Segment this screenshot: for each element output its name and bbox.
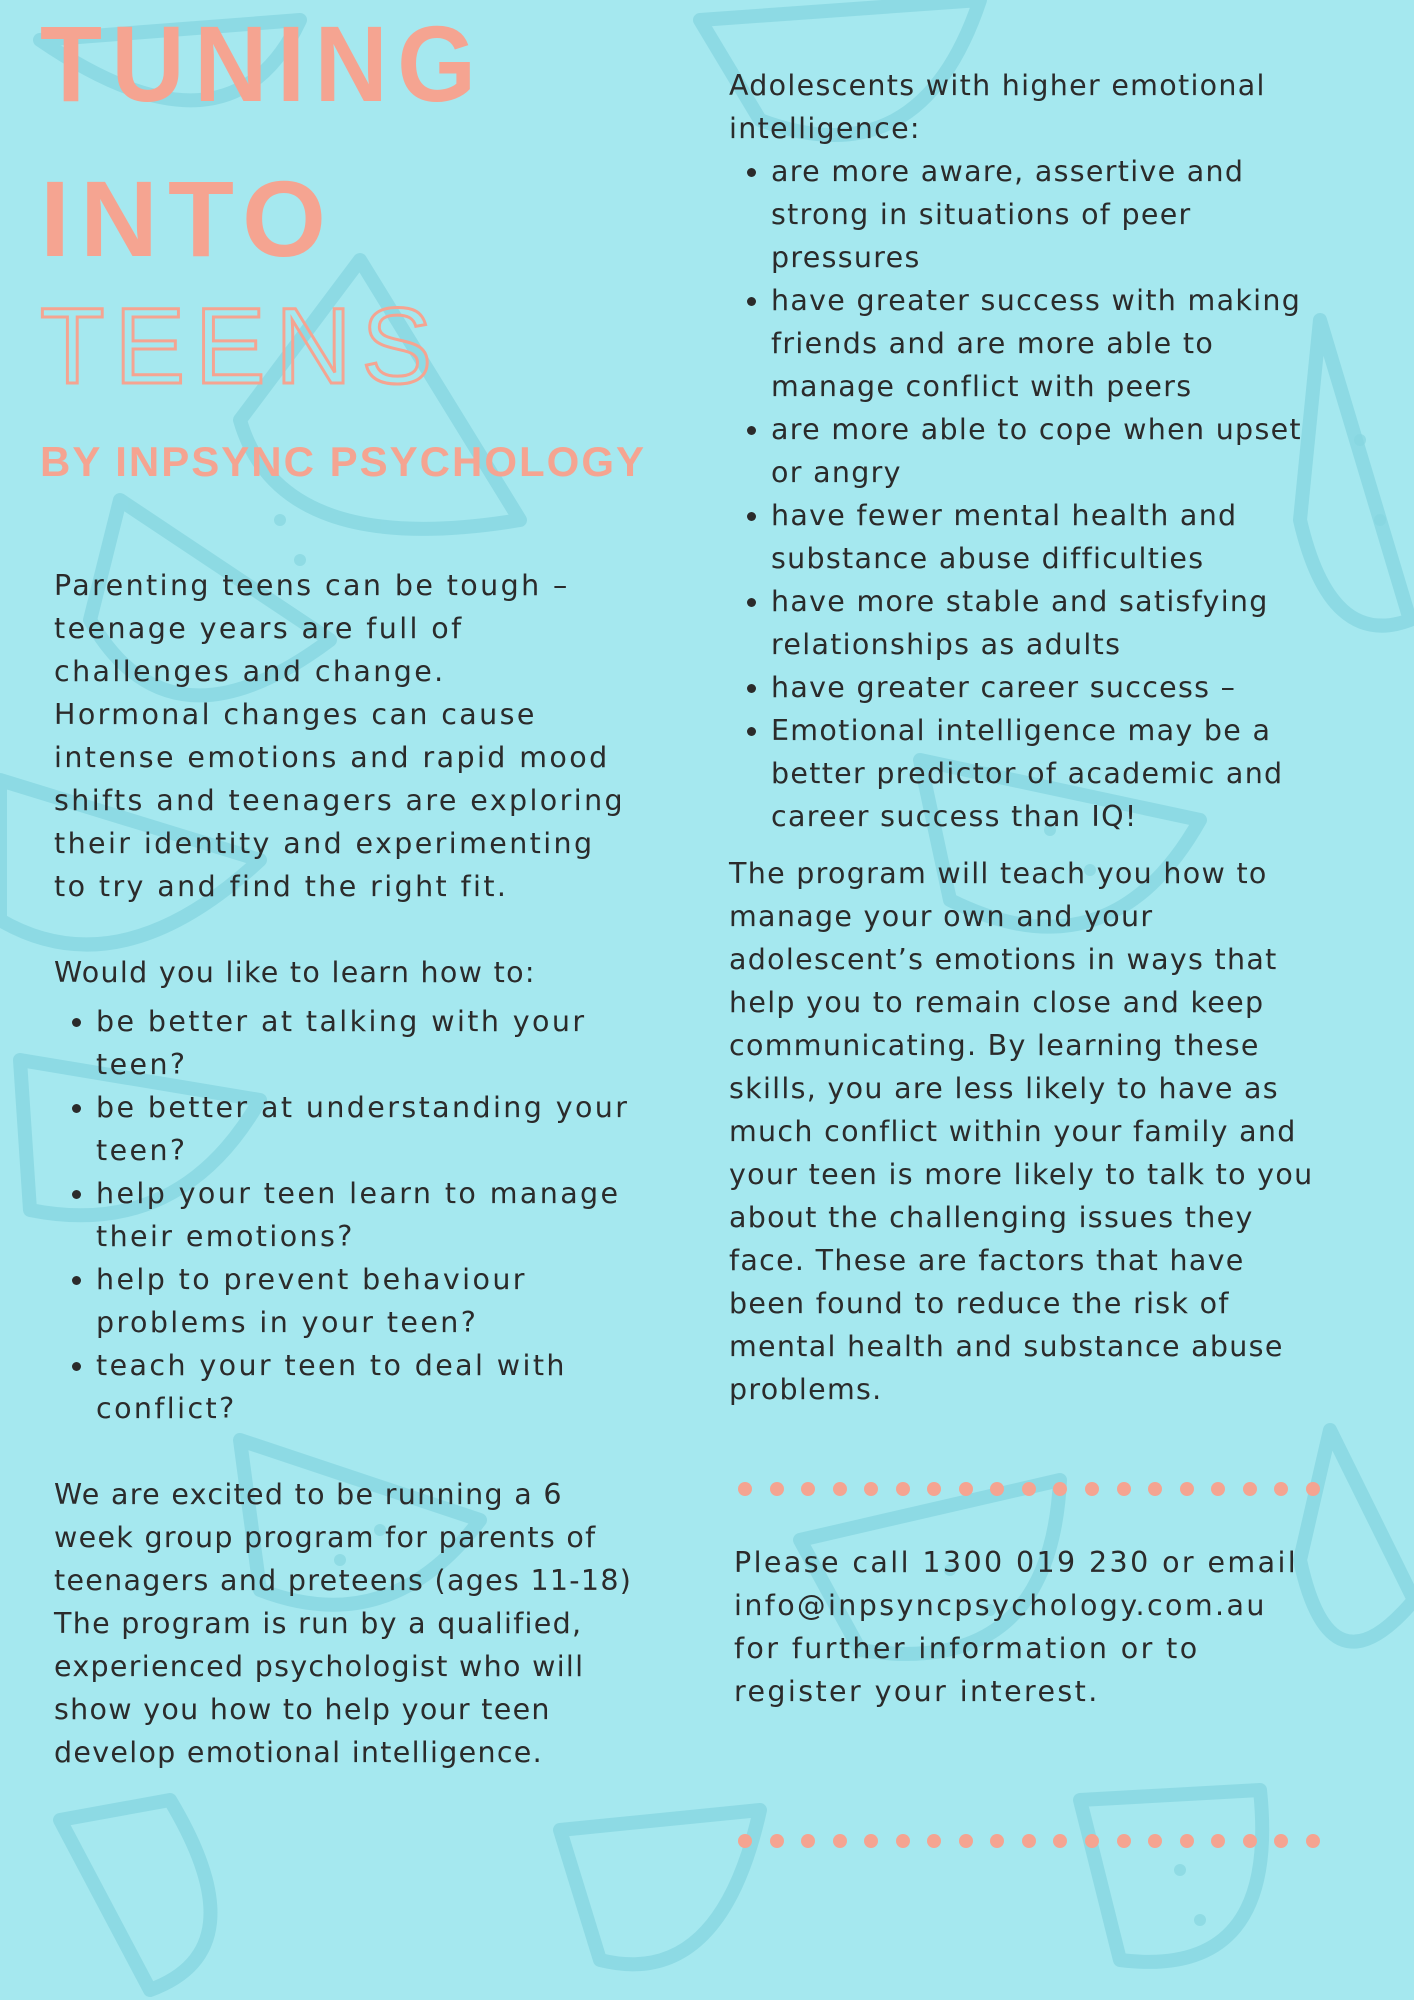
list-item: • Emotional intelligence may be a better predictor of academic and career success than IQ!	[771, 709, 1389, 838]
list-item: • be better at talking with your teen?	[96, 1000, 704, 1086]
text-line: We are excited to be running a 6	[54, 1478, 563, 1511]
text-line: week group program for parents of	[54, 1521, 597, 1554]
list-item: • be better at understanding your teen?	[96, 1086, 704, 1172]
list-item: • have fewer mental health and substance abuse difficulties	[771, 494, 1389, 580]
watermelon-slice-icon	[560, 1810, 760, 1964]
text-line: their identity and experimenting	[54, 827, 595, 860]
text-line: teenage years are full of	[54, 612, 464, 645]
right-column	[729, 64, 1389, 1411]
learn-list	[54, 1000, 704, 1430]
benefits-list	[729, 150, 1389, 838]
question-line: Would you like to learn how to:	[54, 956, 536, 989]
watermelon-slice-icon	[1080, 1790, 1262, 1962]
byline: BY INPSYNC PSYCHOLOGY	[40, 438, 647, 485]
list-item: • have greater success with making friends and are more able to manage conflict with peers	[771, 279, 1389, 408]
text-line: show you how to help your teen	[54, 1693, 551, 1726]
list-item: • have greater career success –	[771, 666, 1389, 709]
dot-divider-top	[738, 1482, 1320, 1496]
title-line-2: INTO	[40, 158, 337, 279]
text-line: Hormonal changes can cause	[54, 698, 537, 731]
text-line: shifts and teenagers are exploring	[54, 784, 626, 817]
title-line-3-outline: TEENS	[40, 285, 442, 406]
intro-paragraph	[54, 564, 704, 908]
text-line: develop emotional intelligence.	[54, 1736, 543, 1769]
watermelon-slice-icon	[60, 1800, 211, 1990]
text-line: intense emotions and rapid mood	[54, 741, 610, 774]
contact-block	[734, 1541, 1394, 1713]
program-description: The program will teach you how to manage your own and your adolescent’s emotions in ways that help you to remain close and keep communicating. By learning these skills, you are less likely to have as much conflict within your family and your teen is more likely to talk to you about the challenging issues they face. These are factors that have been found to reduce the risk of mental health and substance abuse problems.	[729, 857, 1314, 1406]
text-line: experienced psychologist who will	[54, 1650, 585, 1683]
dot-divider-bottom	[738, 1834, 1320, 1848]
text-line: for further information or to	[734, 1632, 1200, 1665]
text-line: teenagers and preteens (ages 11-18)	[54, 1564, 633, 1597]
list-item: • help to prevent behaviour problems in your teen?	[96, 1258, 704, 1344]
program-paragraph	[54, 1473, 704, 1774]
adolescents-heading: Adolescents with higher emotional intelligence:	[729, 69, 1266, 145]
text-line: challenges and change.	[54, 655, 446, 688]
list-item: • are more able to cope when upset or angry	[771, 408, 1389, 494]
title-line-1: TUNING	[40, 3, 486, 124]
text-line: register your interest.	[734, 1675, 1100, 1708]
contact-email[interactable]: info@inpsyncpsychology.com.au	[734, 1589, 1267, 1622]
list-item: • have more stable and satisfying relationships as adults	[771, 580, 1389, 666]
list-item: • help your teen learn to manage their emotions?	[96, 1172, 704, 1258]
text-line: Parenting teens can be tough –	[54, 569, 570, 602]
list-item: • are more aware, assertive and strong in situations of peer pressures	[771, 150, 1389, 279]
contact-phone-line: Please call 1300 019 230 or email	[734, 1546, 1299, 1579]
list-item: • teach your teen to deal with conflict?	[96, 1344, 704, 1430]
text-line: The program is run by a qualified,	[54, 1607, 583, 1640]
left-column	[54, 564, 704, 1774]
text-line: to try and find the right fit.	[54, 870, 509, 903]
